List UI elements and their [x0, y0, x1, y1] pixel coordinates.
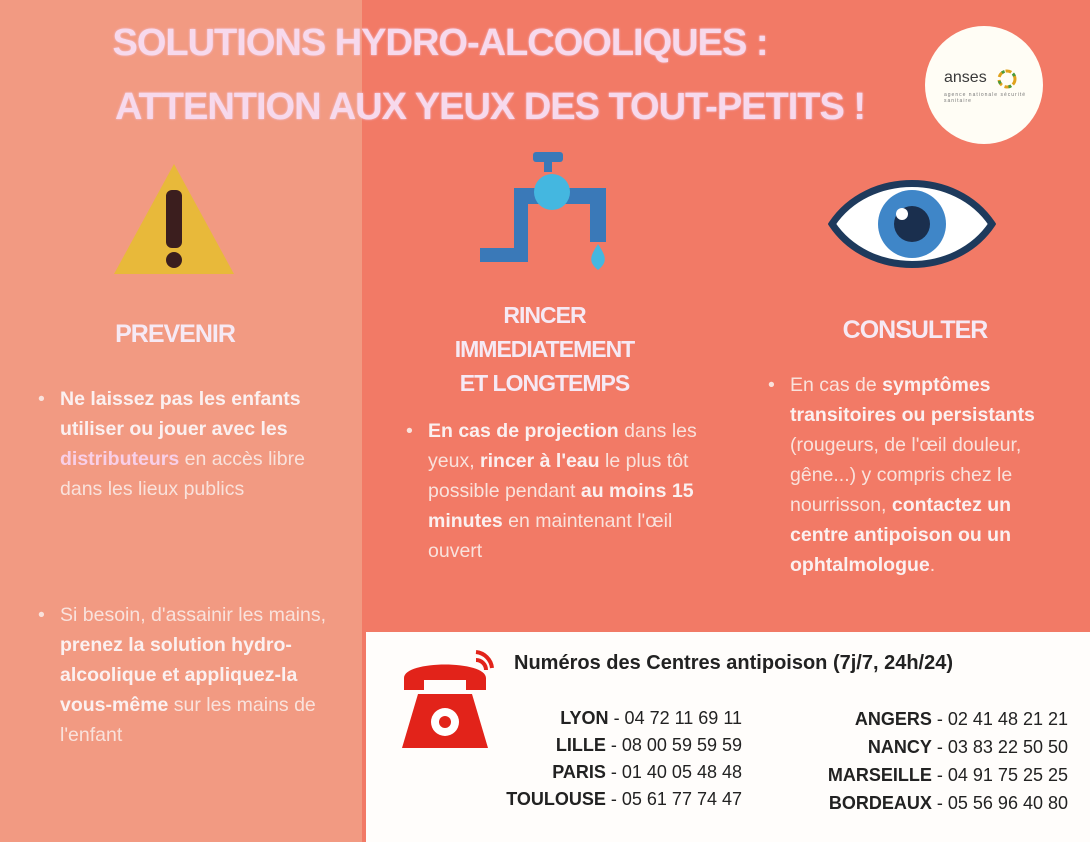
rincer-bullet-bold-3: au moins 15 minutes [428, 480, 694, 532]
phone-number: - 08 00 59 59 59 [605, 735, 742, 755]
heading-rincer-line1: RINCER [503, 302, 586, 328]
anses-logo [925, 26, 1043, 144]
heading-rincer-line3: ET LONGTEMPS [459, 370, 630, 396]
phone-number: - 04 91 75 25 25 [931, 765, 1068, 785]
heading-prevenir: PREVENIR [115, 320, 235, 348]
consulter-bullet-text-1: En cas de [790, 374, 883, 396]
prevenir-bullet-1-bold: Ne laissez pas les enfants utiliser ou jouer avec les [60, 388, 301, 440]
consulter-bullet-text-3: . [929, 554, 936, 576]
rincer-bullet-bold-2: rincer à l'eau [480, 450, 600, 472]
heading-rincer-line2: IMMEDIATEMENT [454, 336, 635, 362]
bullet-dot: • [406, 420, 413, 442]
contact-row [560, 708, 742, 729]
consulter-bullet-bold-1: symptômes transitoires ou persistants [790, 374, 1035, 426]
prevenir-bullet-2-bold: prenez la solution hydro-alcoolique et appliquez-la vous-même [60, 634, 298, 716]
page-title-line1: SOLUTIONS HYDRO-ALCOOLIQUES : [112, 22, 768, 64]
contact-row [828, 765, 1068, 786]
bullet-dot: • [768, 374, 775, 396]
contact-row [868, 737, 1068, 758]
consulter-bullet [768, 370, 1065, 580]
logo-subtext: agence nationale sécurité sanitaire [944, 92, 1026, 104]
page-title-line2: ATTENTION AUX YEUX DES TOUT-PETITS ! [114, 86, 866, 128]
city-name: TOULOUSE [506, 789, 606, 809]
consulter-bullet-bold-2: contactez un centre antipoison ou un ophtalmologue [790, 494, 1012, 576]
city-name: BORDEAUX [828, 793, 932, 813]
phone-number: - 03 83 22 50 50 [931, 737, 1068, 757]
telephone-icon [396, 650, 496, 760]
rincer-bullet-text-2: le plus tôt possible pendant [428, 450, 689, 502]
city-name: NANCY [867, 737, 932, 757]
phone-number: - 05 56 96 40 80 [931, 793, 1068, 813]
rincer-bullet-text-3: en maintenant l'œil ouvert [428, 510, 673, 562]
water-tap-icon [478, 148, 618, 278]
rincer-bullet-text-1: dans les yeux, [428, 420, 697, 472]
phone-number: - 01 40 05 48 48 [605, 762, 742, 782]
prevenir-bullet-2-text: Si besoin, d'assainir les mains, [60, 604, 327, 626]
contact-row [552, 762, 742, 783]
phone-number: - 02 41 48 21 21 [931, 709, 1068, 729]
prevenir-bullet-1 [38, 384, 330, 504]
consulter-bullet-text-2: (rougeurs, de l'œil douleur, gêne...) y compris chez le nourrisson, [790, 434, 1022, 516]
warning-triangle-icon [110, 160, 238, 280]
contact-row [506, 789, 742, 810]
heading-rincer [402, 298, 687, 400]
prevenir-bullet-2 [38, 600, 330, 750]
bullet-dot: • [38, 388, 45, 410]
city-name: LYON [560, 708, 609, 728]
bullet-dot: • [38, 604, 45, 626]
logo-text: anses [944, 69, 987, 86]
contact-row [829, 793, 1068, 814]
contact-title: Numéros des Centres antipoison (7j/7, 24h/24) [514, 652, 954, 674]
contact-row [556, 735, 742, 756]
prevenir-bullet-1-highlight: distributeurs [60, 448, 180, 470]
prevenir-bullet-1-text: en accès libre dans les lieux publics [60, 448, 305, 500]
eye-icon [828, 170, 996, 278]
prevenir-bullet-2-tail: sur les mains de l'enfant [60, 694, 316, 746]
heading-consulter: CONSULTER [842, 316, 988, 344]
city-name: LILLE [555, 735, 606, 755]
city-name: MARSEILLE [827, 765, 932, 785]
city-name: PARIS [552, 762, 606, 782]
city-name: ANGERS [854, 709, 932, 729]
contact-row [855, 709, 1068, 730]
rincer-bullet-bold-1: En cas de projection [428, 420, 619, 442]
logo-ring-icon [995, 67, 1019, 91]
phone-number: - 04 72 11 69 11 [608, 708, 742, 728]
phone-number: - 05 61 77 74 47 [605, 789, 742, 809]
contact-box [366, 632, 1090, 842]
rincer-bullet [406, 416, 703, 566]
